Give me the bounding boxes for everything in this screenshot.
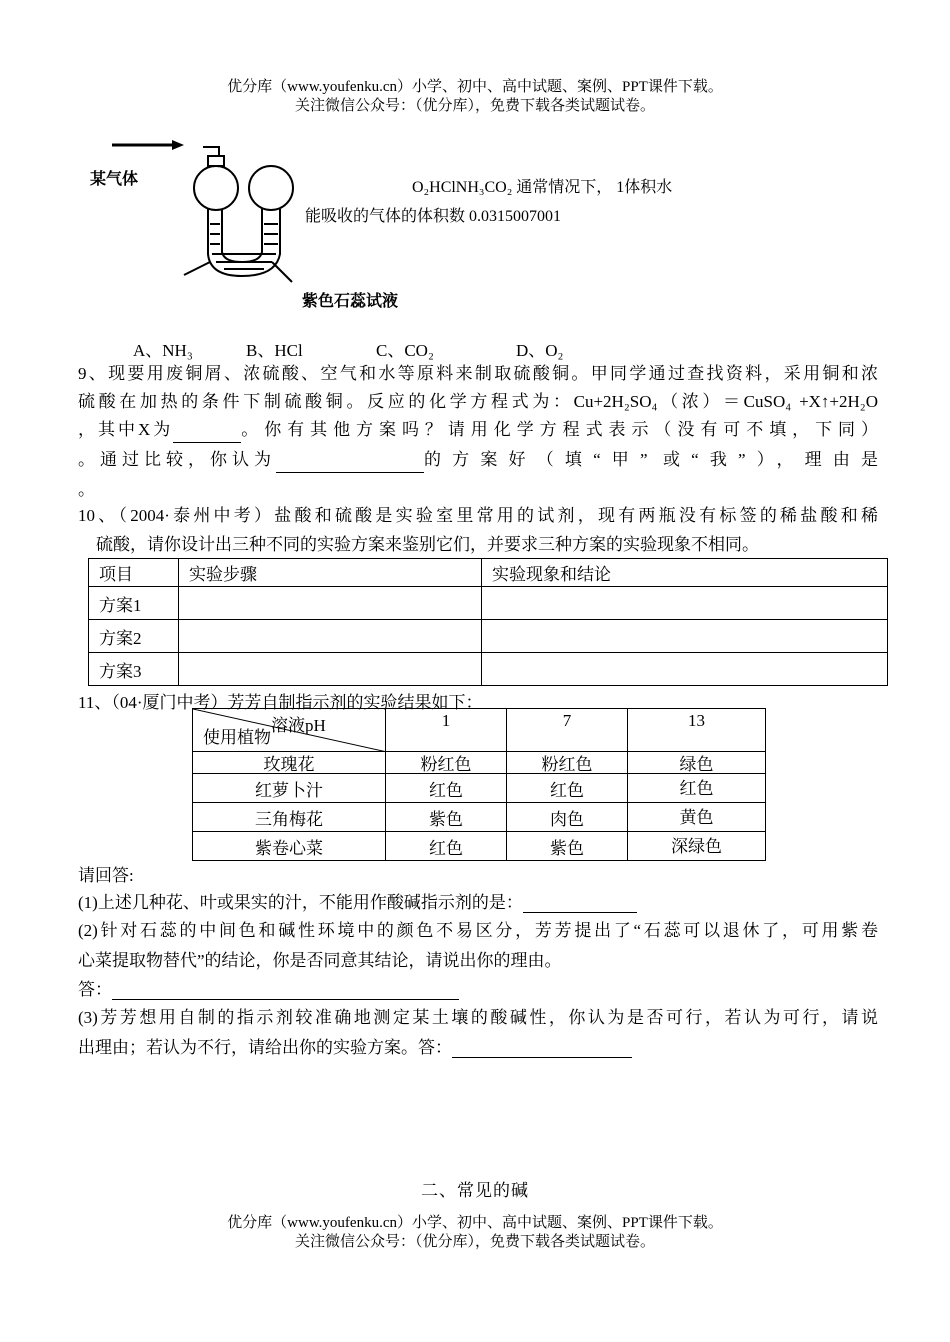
steps-cell[interactable] — [179, 653, 482, 686]
plant-name: 玫瑰花 — [193, 752, 386, 774]
table-row — [89, 620, 888, 653]
q11-part-3-text: 出理由；若认为不行，请给出你的实验方案。答： — [78, 1038, 452, 1057]
q9-line-4-text-b: 的方案好（填“甲” 或“我”），理由是 — [424, 450, 878, 469]
row-label: 方案3 — [89, 653, 179, 686]
color-cell: 红色 — [507, 774, 628, 803]
header-steps: 实验步骤 — [179, 559, 482, 587]
corner-plant-label: 使用植物 — [203, 728, 271, 747]
q11-part-1-text: (1)上述几种花、叶或果实的汁，不能用作酸碱指示剂的是： — [78, 893, 523, 912]
ph-header: 1 — [386, 709, 507, 752]
color-cell: 紫色 — [386, 803, 507, 832]
u-tube-apparatus-icon — [184, 147, 293, 282]
table-header-row — [89, 559, 888, 587]
q9-line-4-text-a: 。通过比较，你认为 — [78, 450, 276, 469]
q9-line-2: 硫酸在加热的条件下制硫酸铜。反应的化学方程式为：Cu+2H₂SO₄（浓）＝CuSO₄ +X↑+2H₂O — [78, 392, 878, 411]
q9-line-3-text-b: 。你有其他方案吗？请用化学方程式表示（没有可不填，下同） — [241, 420, 878, 439]
q11-part-2-line-1: (2)针对石蕊的中间色和碱性环境中的颜色不易区分，芳芳提出了“石蕊可以退休了，可用紫卷 — [78, 921, 878, 940]
color-cell: 肉色 — [507, 803, 628, 832]
color-cell: 紫色 — [507, 832, 628, 861]
table-row — [193, 752, 766, 774]
header-item: 项目 — [89, 559, 179, 587]
color-cell: 黄色 — [628, 803, 766, 832]
q9-line-1: 9、现要用废铜屑、浓硫酸、空气和水等原料来制取硫酸铜。甲同学通过查找资料，采用铜和浓 — [78, 364, 878, 383]
q11-part-2-answer — [78, 975, 459, 1000]
q9-line-3 — [78, 416, 878, 443]
option-a: A、NH₃ — [133, 341, 193, 360]
steps-cell[interactable] — [179, 620, 482, 653]
answer-blank-better[interactable] — [276, 472, 424, 473]
corner-cell — [193, 709, 386, 752]
plant-name: 红萝卜汁 — [193, 774, 386, 803]
q11-part-2-line-2: 心菜提取物替代”的结论，你是否同意其结论，请说出你的理由。 — [78, 951, 562, 970]
option-b: B、HCl — [246, 341, 303, 360]
ph-header: 7 — [507, 709, 628, 752]
gas-label: 某气体 — [90, 169, 139, 188]
option-d: D、O₂ — [516, 341, 564, 360]
table-row — [89, 653, 888, 686]
q10-table — [88, 558, 888, 686]
table-row — [193, 832, 766, 861]
table-row — [193, 774, 766, 803]
footer-line-1: 优分库（www.youfenku.cn）小学、初中、高中试题、案例、PPT课件下载。 — [227, 1215, 723, 1231]
q11-part-2-answer-label: 答： — [78, 980, 112, 999]
q11-intro: 11、（04·厦门中考）芳芳自制指示剂的实验结果如下： — [78, 693, 483, 712]
result-cell[interactable] — [482, 620, 888, 653]
q9-line-4 — [78, 446, 878, 473]
section-title: 二、常见的碱 — [421, 1181, 529, 1200]
q9-line-5: 。 — [78, 480, 95, 499]
table-header-row — [193, 709, 766, 752]
table-row — [193, 803, 766, 832]
color-cell: 绿色 — [628, 752, 766, 774]
color-cell: 红色 — [386, 832, 507, 861]
corner-ph-label: 溶液pH — [271, 716, 326, 735]
gas-inlet-arrow-icon — [112, 140, 184, 150]
answer-blank-2[interactable] — [112, 999, 459, 1000]
q11-part-3-line-2 — [78, 1033, 632, 1058]
q11-part-3-line-1: (3)芳芳想用自制的指示剂较准确地测定某土壤的酸碱性，你认为是否可行，若认为可行，请说 — [78, 1008, 878, 1027]
footer-line-2: 关注微信公众号：（优分库），免费下载各类试题试卷。 — [294, 1234, 655, 1250]
answer-blank-x[interactable] — [173, 442, 241, 443]
color-cell: 深绿色 — [628, 832, 766, 861]
gas-info-line-1: O₂HClNH₃CO₂ 通常情况下， 1体积水 — [412, 179, 673, 196]
table-row — [89, 587, 888, 620]
result-cell[interactable] — [482, 587, 888, 620]
plant-name: 紫卷心菜 — [193, 832, 386, 861]
header-line-2: 关注微信公众号：（优分库），免费下载各类试题试卷。 — [294, 98, 655, 114]
header-line-1: 优分库（www.youfenku.cn）小学、初中、高中试题、案例、PPT课件下载。 — [227, 79, 723, 95]
q11-table — [192, 708, 766, 861]
result-cell[interactable] — [482, 653, 888, 686]
q11-ask: 请回答: — [78, 866, 134, 885]
litmus-label: 紫色石蕊试液 — [302, 291, 399, 310]
color-cell: 粉红色 — [507, 752, 628, 774]
row-label: 方案1 — [89, 587, 179, 620]
ph-header: 13 — [628, 709, 766, 752]
option-c: C、CO₂ — [376, 341, 434, 360]
answer-blank-3[interactable] — [452, 1057, 632, 1058]
answer-blank-1[interactable] — [523, 912, 637, 913]
steps-cell[interactable] — [179, 587, 482, 620]
color-cell: 红色 — [386, 774, 507, 803]
q11-part-1 — [78, 888, 637, 913]
color-cell: 红色 — [628, 774, 766, 803]
apparatus-diagram — [100, 136, 320, 286]
row-label: 方案2 — [89, 620, 179, 653]
color-cell: 粉红色 — [386, 752, 507, 774]
q10-line-2: 硫酸，请你设计出三种不同的实验方案来鉴别它们，并要求三种方案的实验现象不相同。 — [96, 535, 759, 554]
header-result: 实验现象和结论 — [482, 559, 888, 587]
q10-line-1: 10、（2004·泰州中考）盐酸和硫酸是实验室里常用的试剂，现有两瓶没有标签的稀盐酸和稀 — [78, 506, 878, 525]
plant-name: 三角梅花 — [193, 803, 386, 832]
q9-line-3-text-a: ，其中X为 — [78, 420, 174, 439]
gas-info-line-2: 能吸收的气体的体积数 0.0315007001 — [305, 208, 562, 225]
